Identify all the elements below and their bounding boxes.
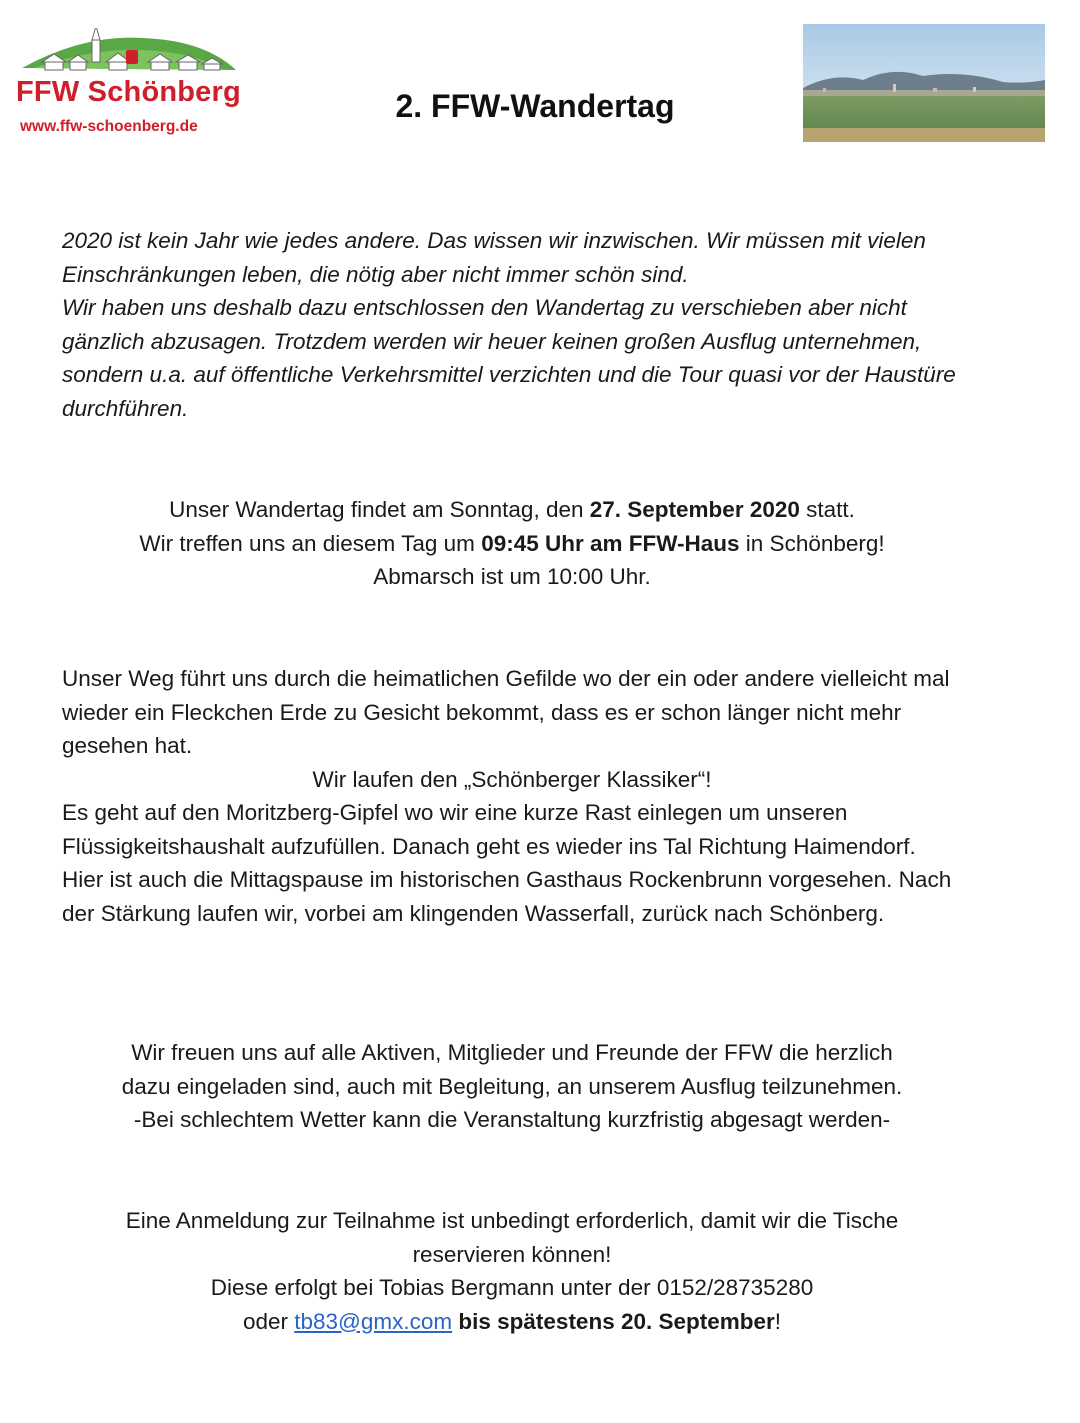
schedule-date-suffix: statt. — [799, 497, 855, 522]
schedule-departure-line: Abmarsch ist um 10:00 Uhr. — [373, 564, 651, 589]
route-text — [62, 662, 962, 930]
route-paragraph-2: Es geht auf den Moritzberg-Gipfel wo wir eine kurze Rast einlegen um unseren Flüssigkeitshaushalt aufzufüllen. Danach geht es wieder ins Tal Richtung Haimendorf. Hier ist auch die Mittagspause im historischen Gasthaus Rockenbrunn vorgesehen. Nach der Stärkung laufen wir, vorbei am klingenden Wasserfall, zurück nach Schönberg. — [62, 800, 952, 926]
signup-text — [62, 1204, 962, 1338]
ffw-logo — [14, 28, 244, 140]
meeting-time-place: 09:45 Uhr am FFW-Haus — [481, 530, 740, 556]
landscape-photo — [803, 24, 1045, 142]
route-paragraph-1: Unser Weg führt uns durch die heimatlichen Gefilde wo der ein oder andere vielleicht mal wieder ein Fleckchen Erde zu Gesicht bekommt, dass es er schon länger nicht mehr gesehen hat. — [62, 666, 950, 758]
schedule-text — [62, 493, 962, 594]
intro-text — [62, 224, 962, 425]
invite-line-2: dazu eingeladen sind, auch mit Begleitung, an unserem Ausflug teilzunehmen. — [121, 1073, 903, 1099]
schedule-date-line — [62, 493, 962, 527]
schedule-meeting-suffix: in Schönberg! — [739, 530, 885, 556]
signup-contact-line: Diese erfolgt bei Tobias Bergmann unter der 0152/28735280 — [210, 1275, 814, 1300]
schedule-date-prefix: Unser Wandertag findet am Sonntag, den — [169, 497, 590, 522]
invite-weather-note: -Bei schlechtem Wetter kann die Veranstaltung kurzfristig abgesagt werden- — [133, 1107, 891, 1132]
logo-url: www.ffw-schoenberg.de — [20, 118, 198, 135]
signup-deadline-suffix: ! — [774, 1308, 782, 1334]
schedule-meeting-prefix: Wir treffen uns an diesem Tag um — [139, 530, 482, 556]
signup-line-1: Eine Anmeldung zur Teilnahme ist unbedingt erforderlich, damit wir die Tische — [125, 1208, 899, 1233]
page-title: 2. FFW-Wandertag — [395, 88, 675, 124]
signup-deadline-line — [62, 1305, 962, 1339]
event-date: 27. September 2020 — [589, 497, 800, 522]
intro-paragraph-1: 2020 ist kein Jahr wie jedes andere. Das wissen wir inzwischen. Wir müssen mit vielen Einschränkungen leben, die nötig aber nicht immer schön sind. — [62, 228, 926, 287]
schedule-meeting-line — [62, 527, 962, 561]
signup-line-2: reservieren können! — [412, 1241, 612, 1267]
invite-text — [62, 1036, 962, 1137]
signup-or-label: oder — [242, 1308, 295, 1334]
logo-title: FFW Schönberg — [16, 76, 241, 108]
route-highlight: Wir laufen den „Schönberger Klassiker“! — [312, 766, 712, 792]
invite-line-1: Wir freuen uns auf alle Aktiven, Mitglieder und Freunde der FFW die herzlich — [131, 1040, 893, 1065]
intro-paragraph-2: Wir haben uns deshalb dazu entschlossen den Wandertag zu verschieben aber nicht gänzlich abzusagen. Trotzdem werden wir heuer keinen großen Ausflug unternehmen, sondern u.a. auf öffentliche Verkehrsmittel verzichten und die Tour quasi vor der Haustüre durchführen. — [62, 295, 956, 421]
signup-deadline: bis spätestens 20. September — [452, 1308, 775, 1334]
email-link[interactable]: tb83@gmx.com — [294, 1308, 453, 1334]
